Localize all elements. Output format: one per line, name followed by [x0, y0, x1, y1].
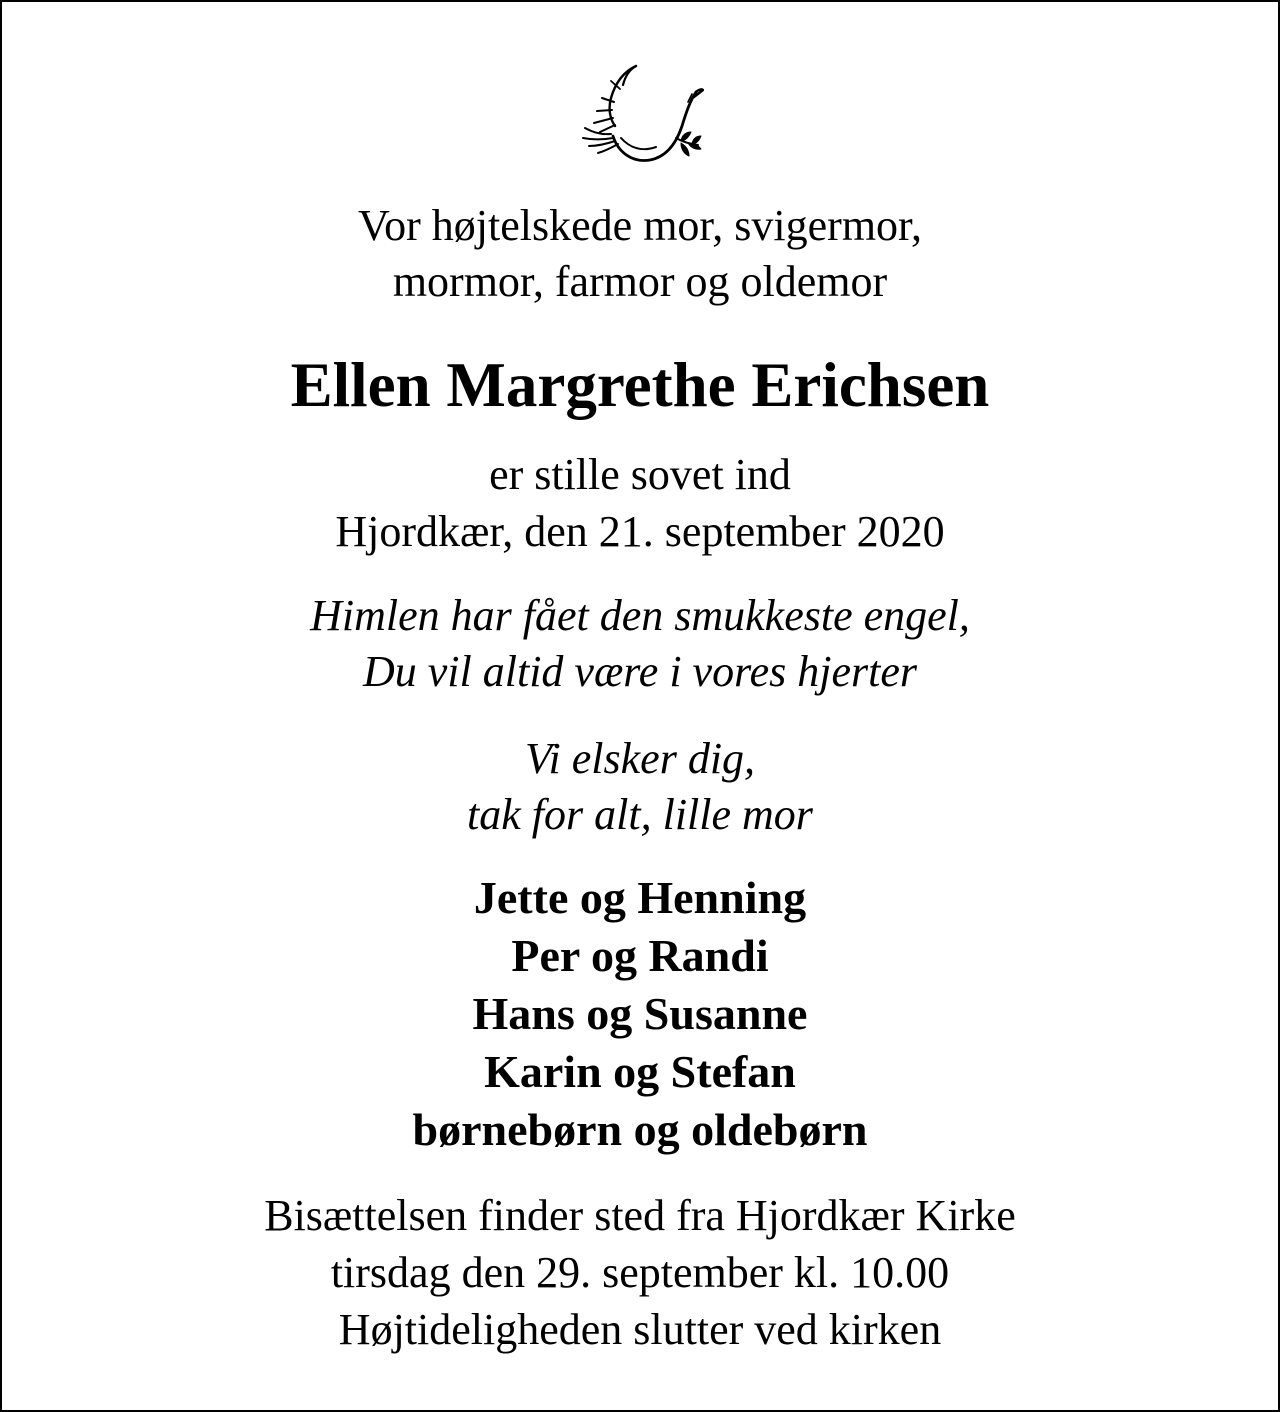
memorial-verse	[2, 588, 1278, 700]
family-member: Per og Randi	[511, 930, 769, 981]
farewell-verse	[2, 731, 1278, 843]
family-member: Hans og Susanne	[472, 988, 808, 1039]
intro-line: mormor, farmor og oldemor	[392, 257, 888, 306]
intro-text	[2, 198, 1278, 310]
family-member: Jette og Henning	[473, 872, 807, 923]
verse-line: Himlen har fået den smukkeste engel,	[310, 591, 970, 640]
funeral-note-line: Højtideligheden slutter ved kirken	[338, 1305, 942, 1354]
dove-with-olive-branch-icon	[580, 62, 704, 174]
passing-line: er stille sovet ind	[489, 450, 791, 499]
intro-line: Vor højtelskede mor, svigermor,	[358, 201, 922, 250]
deceased-name: Ellen Margrethe Erichsen	[290, 350, 990, 420]
passing-text	[2, 446, 1278, 560]
family-member: Karin og Stefan	[484, 1046, 796, 1097]
verse-line: Vi elsker dig,	[524, 734, 756, 783]
verse-line: Du vil altid være i vores hjerter	[363, 647, 917, 696]
funeral-location-line: Bisættelsen finder sted fra Hjordkær Kirke	[264, 1191, 1016, 1240]
family-member: børnebørn og oldebørn	[412, 1104, 868, 1155]
family-signatures	[2, 869, 1278, 1159]
verse-line: tak for alt, lille mor	[467, 790, 813, 839]
passing-date-line: Hjordkær, den 21. september 2020	[335, 507, 945, 556]
funeral-time-line: tirsdag den 29. september kl. 10.00	[330, 1248, 950, 1297]
funeral-details	[2, 1187, 1278, 1358]
